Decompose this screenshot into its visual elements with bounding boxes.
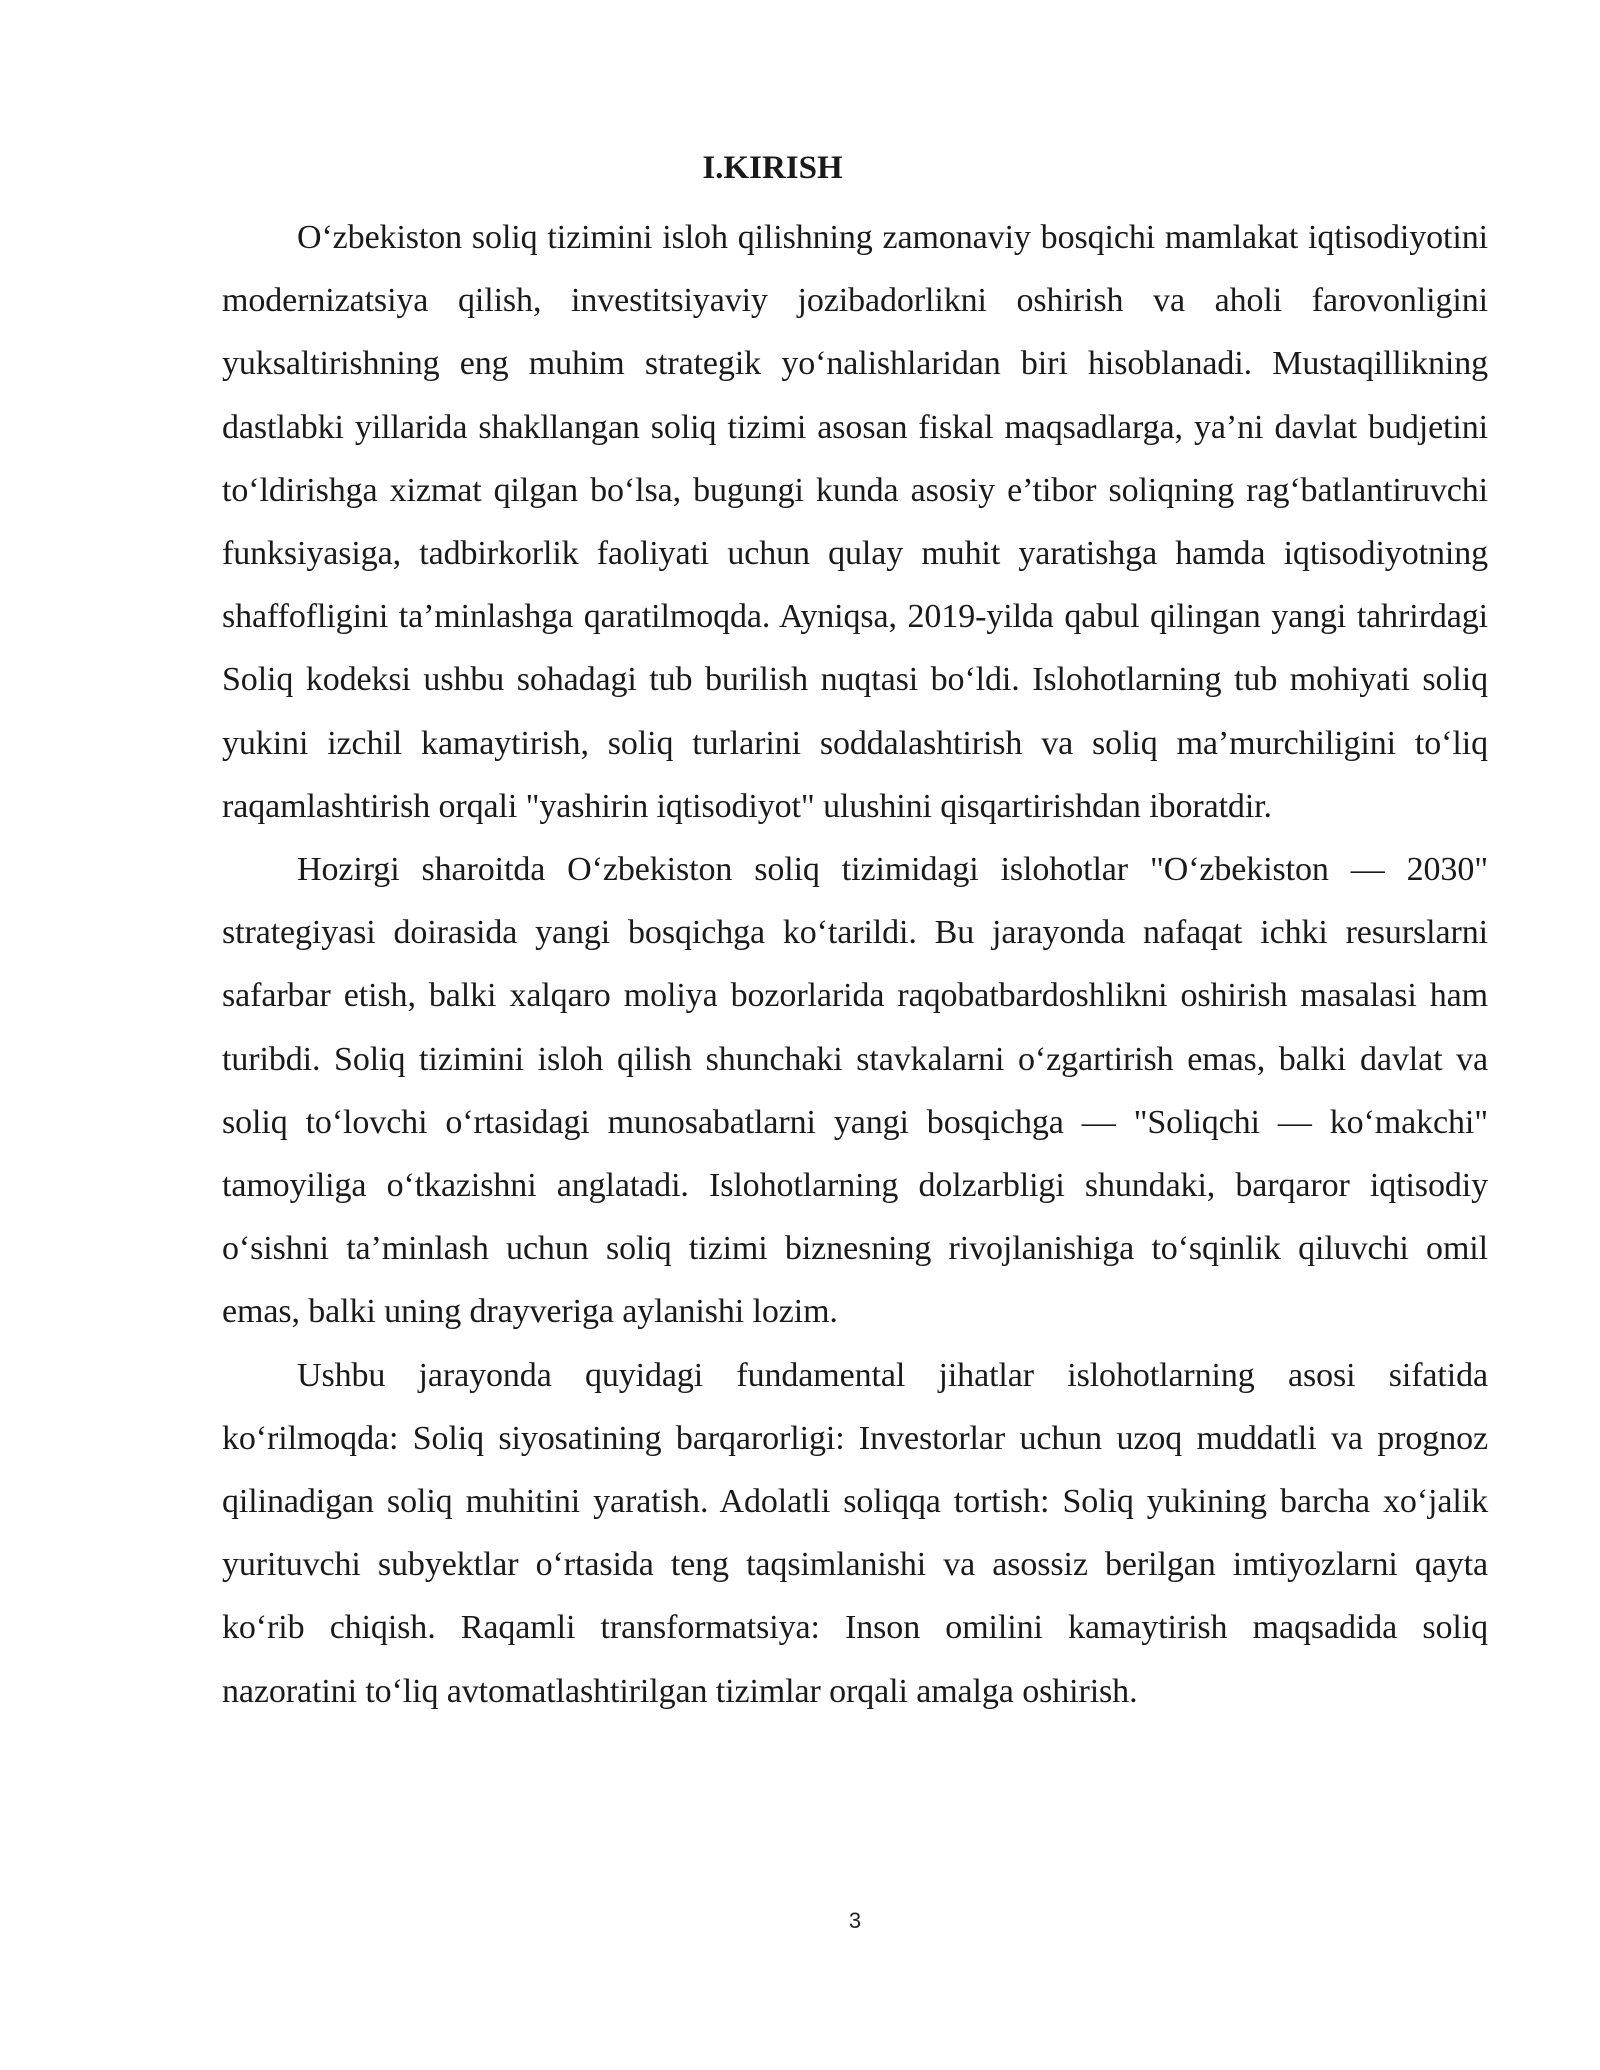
- page-number: 3: [848, 1908, 862, 1933]
- body-text: [222, 206, 1488, 1723]
- paragraph-1: O‘zbekiston soliq tizimini isloh qilishning zamonaviy bosqichi mamlakat iqtisodiyotini modernizatsiya qilish, investitsiyaviy jozibadorlikni oshirish va aholi farovonligini yuksaltirishning eng muhim strategik yo‘nalishlaridan biri hisoblanadi. Mustaqillikning dastlabki yillarida shakllangan soliq tizimi asosan fiskal maqsadlarga, ya’ni davlat budjetini to‘ldirishga xizmat qilgan bo‘lsa, bugungi kunda asosiy e’tibor soliqning rag‘batlantiruvchi funksiyasiga, tadbirkorlik faoliyati uchun qulay muhit yaratishga hamda iqtisodiyotning shaffofligini ta’minlashga qaratilmoqda. Ayniqsa, 2019-yilda qabul qilingan yangi tahrirdagi Soliq kodeksi ushbu sohadagi tub burilish nuqtasi bo‘ldi. Islohotlarning tub mohiyati soliq yukini izchil kamaytirish, soliq turlarini soddalashtirish va soliq ma’murchiligini to‘liq raqamlashtirish orqali "yashirin iqtisodiyot" ulushini qisqartirishdan iboratdir.: [222, 219, 1488, 825]
- paragraph-2: Hozirgi sharoitda O‘zbekiston soliq tizimidagi islohotlar "O‘zbekiston — 2030" strategiyasi doirasida yangi bosqichga ko‘tarildi. Bu jarayonda nafaqat ichki resurslarni safarbar etish, balki xalqaro moliya bozorlarida raqobatbardoshlikni oshirish masalasi ham turibdi. Soliq tizimini isloh qilish shunchaki stavkalarni o‘zgartirish emas, balki davlat va soliq to‘lovchi o‘rtasidagi munosabatlarni yangi bosqichga — "Soliqchi — ko‘makchi" tamoyiliga o‘tkazishni anglatadi. Islohotlarning dolzarbligi shundaki, barqaror iqtisodiy o‘sishni ta’minlash uchun soliq tizimi biznesning rivojlanishiga to‘sqinlik qiluvchi omil emas, balki uning drayveriga aylanishi lozim.: [222, 851, 1488, 1331]
- paragraph-3: Ushbu jarayonda quyidagi fundamental jihatlar islohotlarning asosi sifatida ko‘rilmoqda: Soliq siyosatining barqarorligi: Investorlar uchun uzoq muddatli va prognoz qilinadigan soliq muhitini yaratish. Adolatli soliqqa tortish: Soliq yukining barcha xo‘jalik yurituvchi subyektlar o‘rtasida teng taqsimlanishi va asossiz berilgan imtiyozlarni qayta ko‘rib chiqish. Raqamli transformatsiya: Inson omilini kamaytirish maqsadida soliq nazoratini to‘liq avtomatlashtirilgan tizimlar orqali amalga oshirish.: [222, 1356, 1488, 1710]
- section-heading: I.KIRISH: [702, 150, 843, 186]
